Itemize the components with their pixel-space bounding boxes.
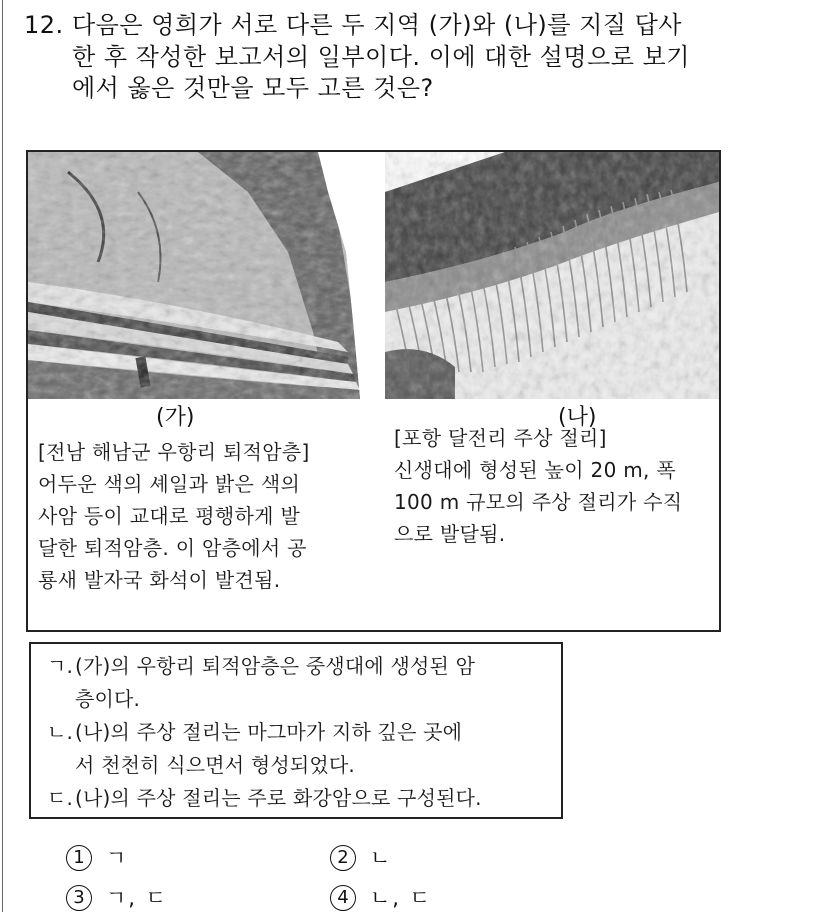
sedimentary-rock-layers-photo xyxy=(28,152,360,399)
site-b-label: (나) xyxy=(558,405,597,430)
site-b-description: [포항 달전리 주상 절리] 신생대에 형성된 높이 20 m, 폭 100 m 규모의 주상 절리가 수직 으로 발달됨. xyxy=(394,422,714,550)
question-stem xyxy=(24,10,744,105)
site-a-description: [전남 해남군 우항리 퇴적암층] 어두운 색의 셰일과 밝은 색의 사암 등이 교대로 평행하게 발 달한 퇴적암층. 이 암층에서 공 룡새 발자국 화석이 발견됨. xyxy=(38,436,378,596)
page-margin-rule xyxy=(2,0,3,912)
question-line-1: 12. 다음은 영희가 서로 다른 두 지역 (가)와 (나)를 지질 답사 xyxy=(24,10,744,42)
bogi-box: ㄱ.(가)의 우항리 퇴적암층은 중생대에 생성된 암 층이다. ㄴ.(나)의 주상 절리는 마그마가 지하 깊은 곳에 서 천천히 식으면서 형성되었다. ㄷ.(나)의 주상 절리는 주로 화강암으로 구성된다. xyxy=(29,642,563,819)
site-a-title: [전남 해남군 우항리 퇴적암층] xyxy=(38,440,310,464)
bogi-item-digeut: ㄷ.(나)의 주상 절리는 주로 화강암으로 구성된다. xyxy=(47,786,482,810)
columnar-joint-photo xyxy=(385,152,719,399)
choice-2[interactable]: 2 ㄴ xyxy=(330,838,392,877)
bogi-item-giyeok: ㄱ.(가)의 우항리 퇴적암층은 중생대에 생성된 암 xyxy=(47,654,476,678)
bogi-item-nieun: ㄴ.(나)의 주상 절리는 마그마가 지하 깊은 곳에 xyxy=(47,720,463,744)
choice-number-circle: 4 xyxy=(330,885,356,911)
choice-number-circle: 1 xyxy=(66,845,92,871)
question-number: 12. xyxy=(24,11,64,39)
choice-number-circle: 2 xyxy=(330,845,356,871)
site-b-title: [포항 달전리 주상 절리] xyxy=(394,426,607,450)
choice-3[interactable]: 3 ㄱ, ㄷ xyxy=(66,878,168,917)
question-line-2: 한 후 작성한 보고서의 일부이다. 이에 대한 설명으로 보기 xyxy=(72,42,690,71)
site-a-label: (가) xyxy=(156,405,195,430)
choice-number-circle: 3 xyxy=(66,885,92,911)
choice-4[interactable]: 4 ㄴ, ㄷ xyxy=(330,878,432,917)
choice-1[interactable]: 1 ㄱ xyxy=(66,838,128,877)
report-box xyxy=(26,150,721,632)
question-line-3: 에서 옳은 것만을 모두 고른 것은? xyxy=(72,74,434,102)
